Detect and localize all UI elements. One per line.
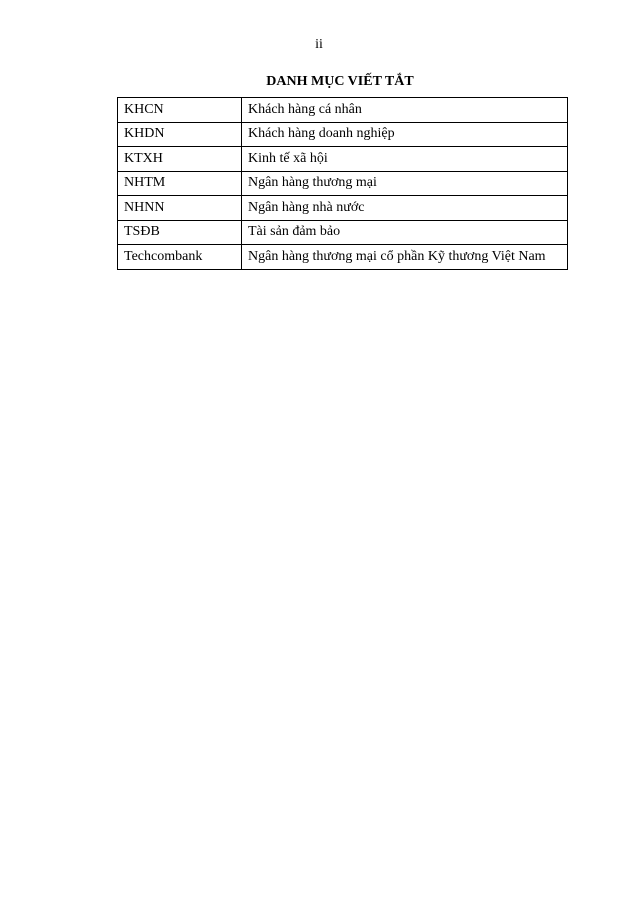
table-row (118, 220, 568, 245)
meaning-cell: Kinh tế xã hội (242, 147, 568, 172)
table-row (118, 147, 568, 172)
table-row (118, 196, 568, 221)
abbreviation-cell: KHDN (118, 122, 242, 147)
abbreviation-cell: TSĐB (118, 220, 242, 245)
meaning-cell: Ngân hàng thương mại cổ phần Kỹ thương Việt Nam (242, 245, 568, 270)
table-row (118, 171, 568, 196)
page-title: DANH MỤC VIẾT TẮT (266, 74, 414, 89)
abbreviation-cell: Techcombank (118, 245, 242, 270)
meaning-cell: Ngân hàng nhà nước (242, 196, 568, 221)
abbreviation-cell: KTXH (118, 147, 242, 172)
page-number: ii (315, 37, 323, 52)
table-row (118, 98, 568, 123)
abbreviation-cell: KHCN (118, 98, 242, 123)
meaning-cell: Tài sản đảm bảo (242, 220, 568, 245)
table-row (118, 122, 568, 147)
abbreviation-table (117, 97, 568, 270)
meaning-cell: Khách hàng cá nhân (242, 98, 568, 123)
meaning-cell: Khách hàng doanh nghiệp (242, 122, 568, 147)
abbreviation-cell: NHTM (118, 171, 242, 196)
meaning-cell: Ngân hàng thương mại (242, 171, 568, 196)
abbreviation-cell: NHNN (118, 196, 242, 221)
table-row (118, 245, 568, 270)
